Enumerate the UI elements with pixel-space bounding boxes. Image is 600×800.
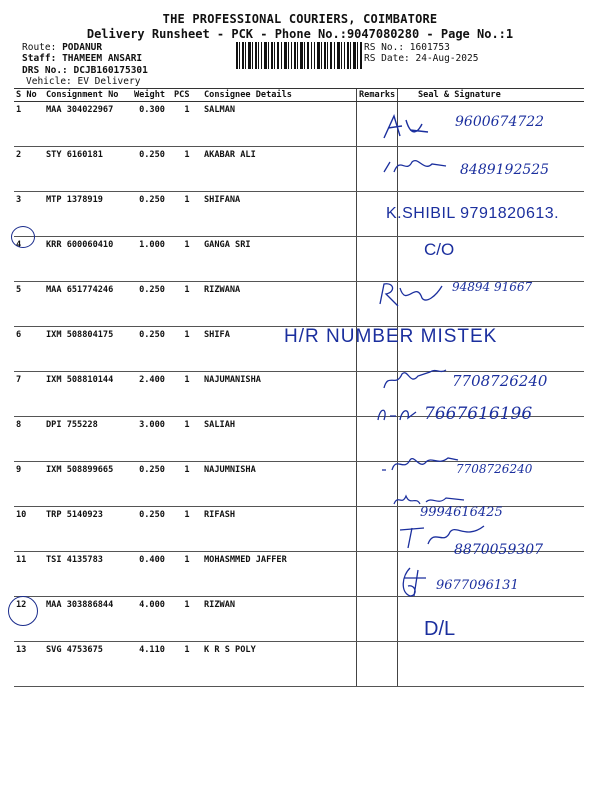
cell-consignment: TSI 4135783 [44,552,132,597]
table-header-row [14,89,584,102]
cell-consignment: SVG 4753675 [44,642,132,687]
cell-consignee: SHIFANA [202,192,357,237]
handwritten-phone-row-7: 7708726240 [452,372,548,390]
cell-pcs: 1 [172,147,202,192]
col-pcs: PCS [172,89,202,102]
handwritten-note-row-4: K.SHIBIL 9791820613. [386,205,560,222]
cell-consignee: SALMAN [202,102,357,147]
cell-consignee: NAJUMANISHA [202,372,357,417]
cell-weight: 4.110 [132,642,172,687]
cell-pcs: 1 [172,282,202,327]
cell-consignee: RIZWANA [202,282,357,327]
cell-pcs: 1 [172,192,202,237]
cell-pcs: 1 [172,597,202,642]
cell-weight: 0.400 [132,552,172,597]
cell-consignment: IXM 508810144 [44,372,132,417]
handwritten-phone-row-8: 7667616196 [424,404,533,424]
rs-date-value: 24-Aug-2025 [415,53,479,64]
handwritten-phone-row-2: 8489192525 [460,162,550,178]
cell-weight: 0.250 [132,192,172,237]
handwritten-remark-row-13: D/L [424,618,456,640]
handwritten-phone-row-12: 9677096131 [436,578,519,593]
cell-consignee: NAJUMNISHA [202,462,357,507]
signature-row-7 [380,364,450,394]
vehicle-label: Vehicle: [26,76,72,87]
rs-date-line [364,53,478,64]
table-row [14,237,584,282]
cell-consignee: K R S POLY [202,642,357,687]
cell-remarks [357,552,398,597]
col-weight: Weight [132,89,172,102]
cell-consignee: SHIFA [202,327,357,372]
col-consignment: Consignment No [44,89,132,102]
signature-row-5 [376,278,446,312]
cell-consignee: AKABAR ALI [202,147,357,192]
cell-pcs: 1 [172,642,202,687]
signature-row-8 [374,402,420,426]
cell-sno: 13 [14,642,44,687]
cell-sno: 12 [14,597,44,642]
cell-remarks [357,642,398,687]
cell-signature [398,642,585,687]
cell-pcs: 1 [172,237,202,282]
handwritten-remark-row-6: H/R NUMBER MISTEK [284,326,498,347]
cell-consignee: RIFASH [202,507,357,552]
cell-sno: 5 [14,282,44,327]
cell-remarks [357,237,398,282]
col-remarks: Remarks [357,89,398,102]
cell-pcs: 1 [172,507,202,552]
cell-consignment: MAA 304022967 [44,102,132,147]
cell-pcs: 1 [172,327,202,372]
staff-value: THAMEEM ANSARI [62,53,143,64]
cell-consignment: MAA 651774246 [44,282,132,327]
cell-sno: 7 [14,372,44,417]
rs-no-value: 1601753 [409,42,450,53]
cell-remarks [357,597,398,642]
cell-pcs: 1 [172,462,202,507]
rs-no-label: RS No.: [364,42,405,53]
cell-pcs: 1 [172,552,202,597]
signature-row-1 [380,112,440,144]
handwritten-phone-row-1: 9600674722 [455,114,545,130]
cell-sno: 10 [14,507,44,552]
drs-line [22,65,148,76]
handwritten-phone-row-5: 94894 91667 [452,280,533,294]
cell-weight: 2.400 [132,372,172,417]
staff-line [22,53,142,64]
rs-date-label: RS Date: [364,53,410,64]
cell-consignment: IXM 508899665 [44,462,132,507]
cell-consignment: MAA 303886844 [44,597,132,642]
cell-sno: 3 [14,192,44,237]
drs-label: DRS No.: [22,65,68,76]
hand-circle-row-4 [11,226,35,248]
cell-sno: 11 [14,552,44,597]
cell-sno: 8 [14,417,44,462]
cell-consignment: MTP 1378919 [44,192,132,237]
runsheet-subtitle: Delivery Runsheet - PCK - Phone No.:9047080280 - Page No.:1 [86,27,514,41]
cell-weight: 4.000 [132,597,172,642]
cell-weight: 0.250 [132,462,172,507]
cell-consignment: IXM 508804175 [44,327,132,372]
cell-weight: 0.250 [132,282,172,327]
cell-sno: 2 [14,147,44,192]
cell-pcs: 1 [172,417,202,462]
signature-row-9 [378,452,462,478]
cell-sno: 1 [14,102,44,147]
cell-consignment: TRP 5140923 [44,507,132,552]
handwritten-co-row-4: C/O [424,240,455,259]
cell-weight: 0.250 [132,507,172,552]
cell-weight: 0.250 [132,147,172,192]
company-name: THE PROFESSIONAL COURIERS, COIMBATORE [162,12,438,26]
cell-weight: 0.300 [132,102,172,147]
cell-weight: 0.250 [132,327,172,372]
signature-row-12 [396,566,440,600]
cell-consignee: GANGA SRI [202,237,357,282]
col-signature: Seal & Signature [398,89,585,102]
hand-circle-row-13 [8,596,38,626]
staff-label: Staff: [22,53,57,64]
vehicle-line [26,76,140,87]
table-row [14,642,584,687]
col-sno: S No [14,89,44,102]
handwritten-phone-row-9: 7708726240 [456,462,533,476]
cell-consignee: SALIAH [202,417,357,462]
route-line [22,42,102,53]
cell-sno: 6 [14,327,44,372]
cell-consignee: MOHASMMED JAFFER [202,552,357,597]
rs-no-line [364,42,450,53]
cell-consignment: STY 6160181 [44,147,132,192]
route-value: PODANUR [62,42,103,53]
cell-sno: 9 [14,462,44,507]
cell-consignment: DPI 755228 [44,417,132,462]
cell-weight: 3.000 [132,417,172,462]
cell-pcs: 1 [172,102,202,147]
handwritten-phone-row-10: 9994616425 [420,505,503,520]
vehicle-value: EV Delivery [77,76,141,87]
barcode [236,42,362,69]
cell-sno: 4 [14,237,44,282]
cell-consignment: KRR 600060410 [44,237,132,282]
cell-consignee: RIZWAN [202,597,357,642]
drs-value: DCJB160175301 [73,65,148,76]
cell-weight: 1.000 [132,237,172,282]
signature-row-2 [380,152,450,178]
col-consignee: Consignee Details [202,89,357,102]
route-label: Route: [22,42,57,53]
table-row [14,597,584,642]
handwritten-phone-row-11: 8870059307 [454,542,544,558]
cell-remarks [357,507,398,552]
cell-pcs: 1 [172,372,202,417]
